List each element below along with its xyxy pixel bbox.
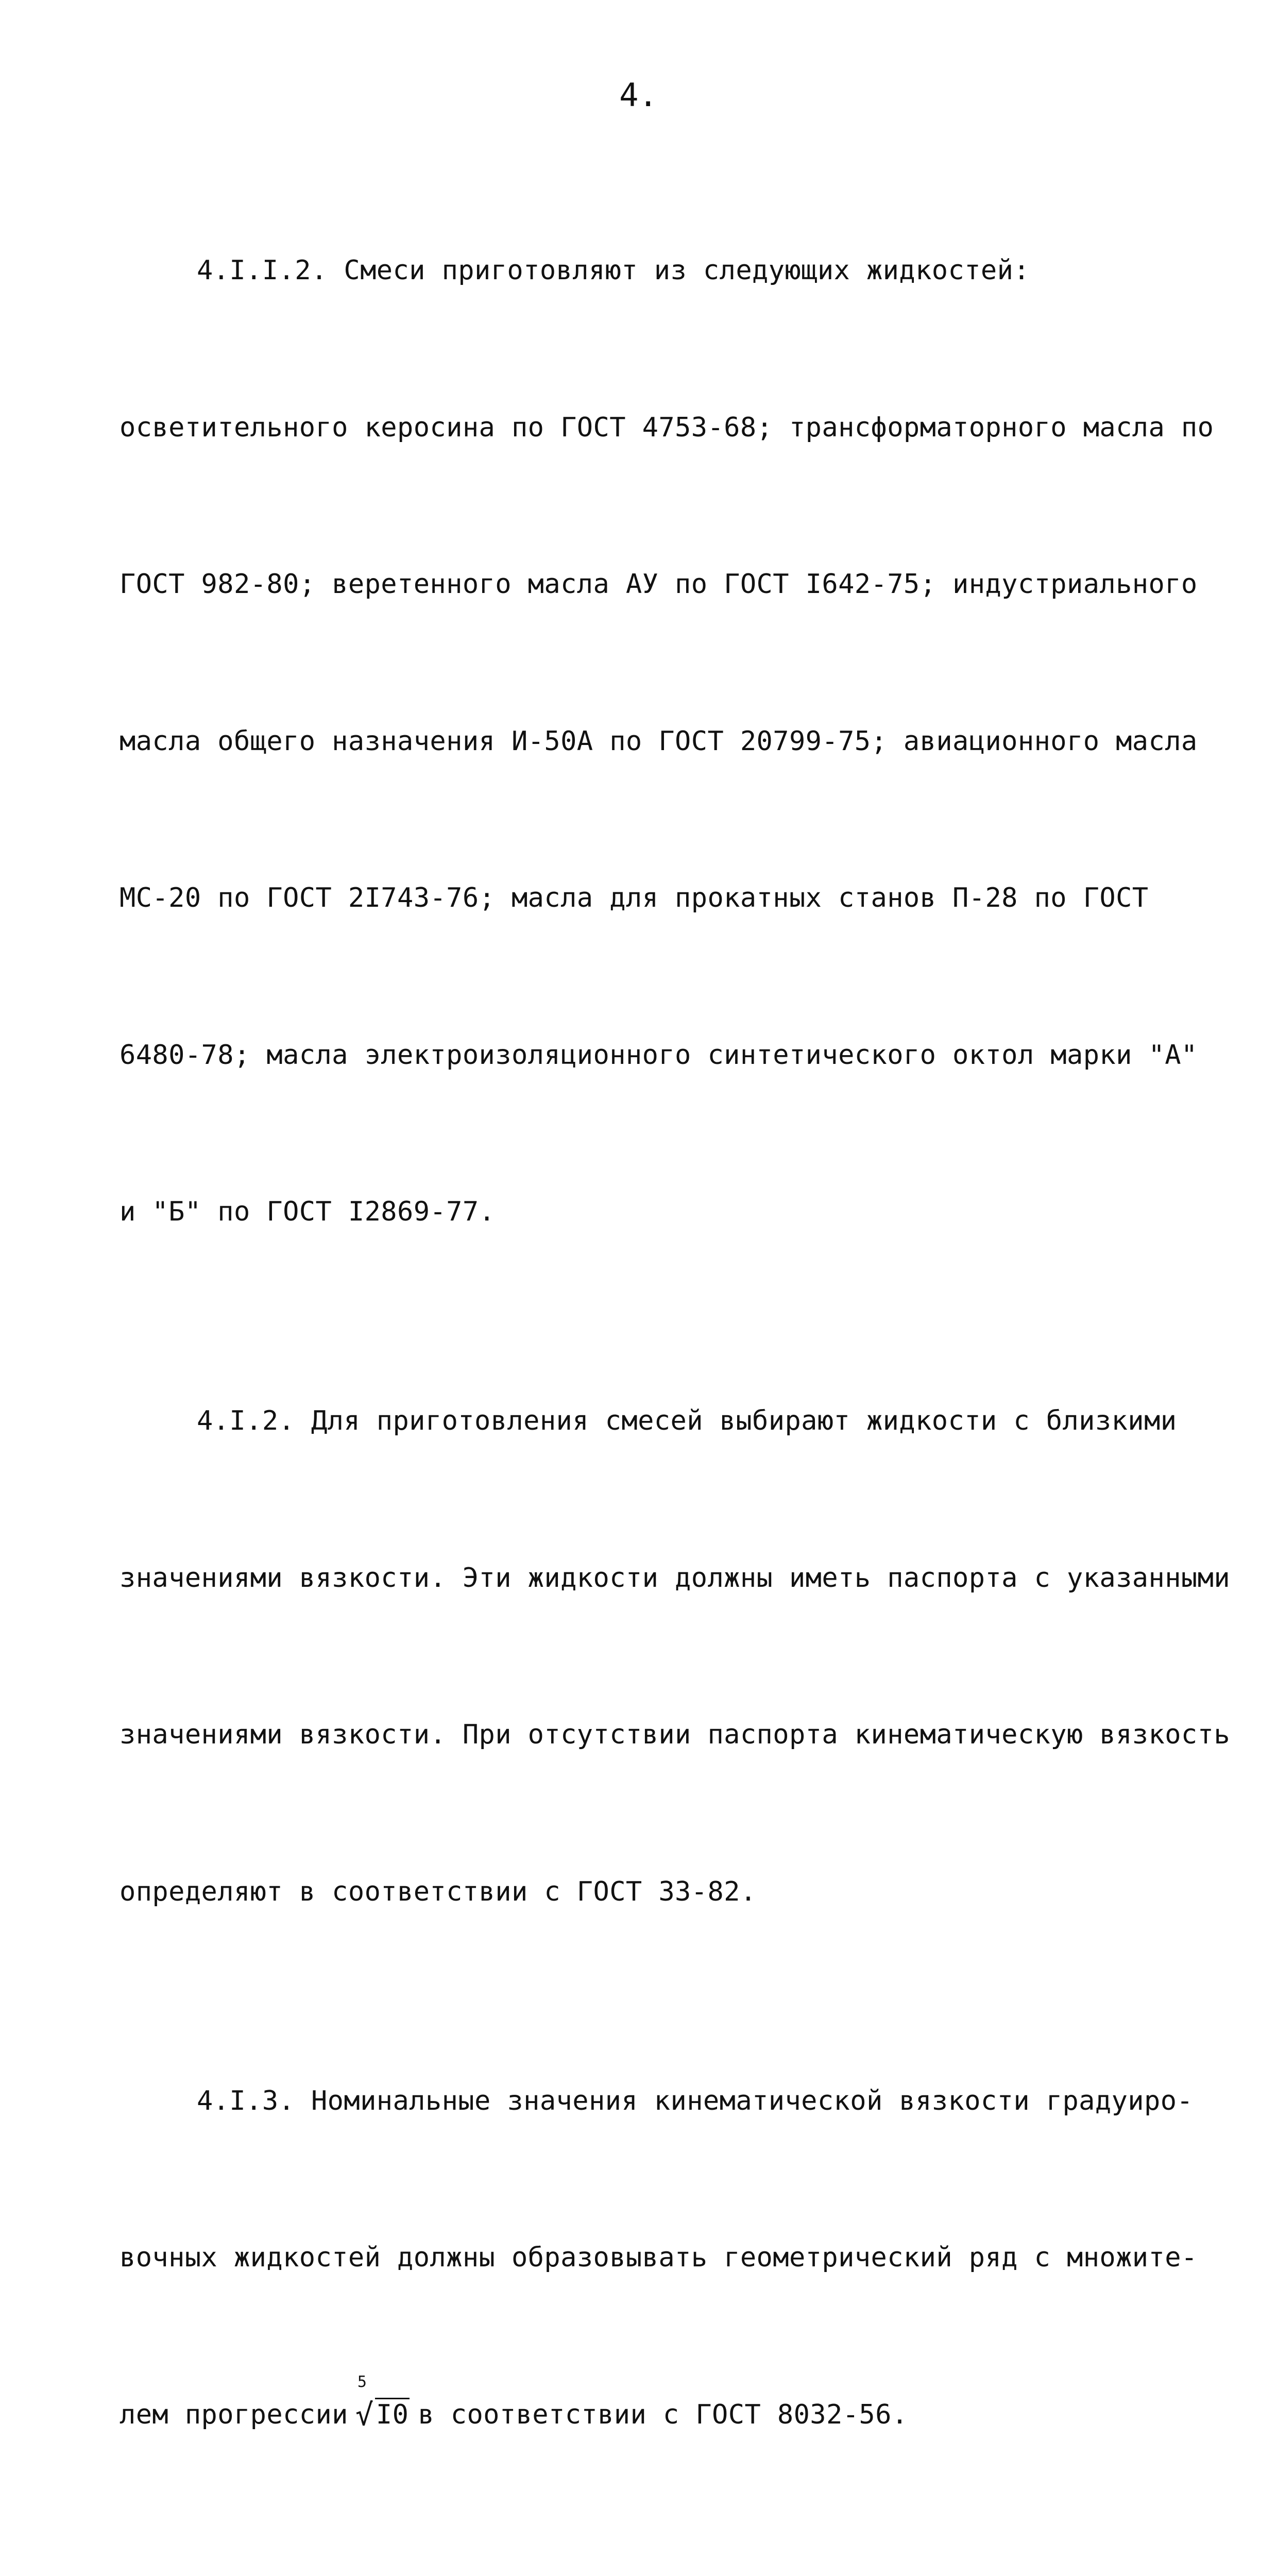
text-fragment: в соответствии с ГОСТ 8032-56. [418,2399,908,2430]
text-line: 4.I.I.2. Смеси приготовляют из следующих жидкостей: [197,255,1030,286]
text-line: и "Б" по ГОСТ I2869-77. [120,1196,496,1227]
document-body [120,140,1231,2576]
text-line: 4.I.2. Для приготовления смесей выбирают жидкости с близкими [197,1405,1177,1436]
text-line: масла общего назначения И-50А по ГОСТ 20799-75; авиационного масла [120,725,1198,757]
text-line: определяют в соответствии с ГОСТ 33-82. [120,1876,757,1907]
text-line: вочных жидкостей должны образовывать геометрический ряд с множите- [120,2242,1198,2273]
text-line: ГОСТ 982-80; веретенного масла АУ по ГОСТ I642-75; индустриального [120,569,1198,600]
text-line: МС-20 по ГОСТ 2I743-76; масла для прокатных станов П-28 по ГОСТ [120,883,1149,913]
fifth-root-formula [354,2372,412,2442]
text-line: значениями вязкости. При отсутствии паспорта кинематическую вязкость [120,1719,1231,1750]
text-line-with-root [120,2372,1186,2442]
page-number: 4. [619,76,658,114]
text-line: 6480-78; масла электроизоляционного синтетического октол марки "А" [120,1039,1198,1071]
root-index: 5 [357,2372,367,2391]
root-radicand: I0 [375,2398,410,2430]
text-line: 4.I.3. Номинальные значения кинематической вязкости градуиро- [197,2085,1194,2116]
text-fragment: лем прогрессии [120,2399,348,2430]
text-line: осветительного керосина по ГОСТ 4753-68; трансформаторного масла по [120,412,1214,443]
radical-sign-icon: √ [355,2397,374,2432]
text-line: значениями вязкости. Эти жидкости должны иметь паспорта с указанными [120,1562,1231,1594]
